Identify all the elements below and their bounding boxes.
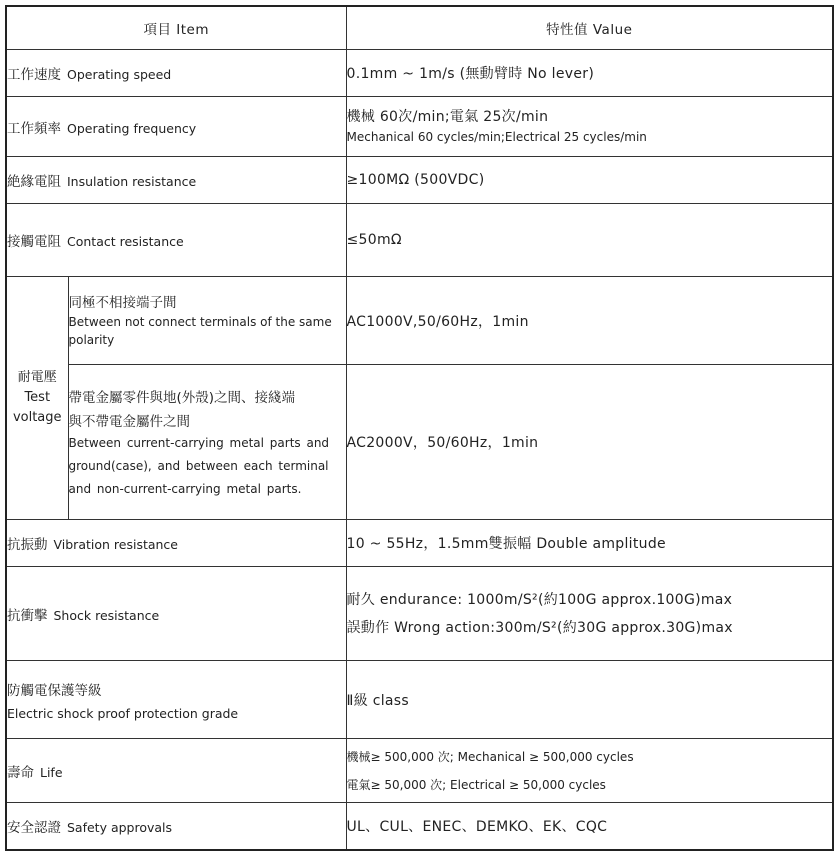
item-en: Insulation resistance	[67, 174, 197, 189]
sub-item-zh: 帶電金屬零件與地(外殼)之間、接綫端	[68, 389, 296, 406]
item-en: Safety approvals	[67, 819, 173, 835]
item-cell	[6, 803, 346, 850]
header-value: 特性值 Value	[346, 6, 833, 50]
value-line: 誤動作 Wrong action:300m/S²(約30G approx.30G)max	[346, 619, 733, 636]
sub-item-cell	[68, 277, 346, 365]
table-row	[6, 803, 833, 850]
item-cell	[6, 739, 346, 803]
item-cell	[6, 661, 346, 739]
table-row	[6, 520, 833, 567]
item-en: Electric shock proof protection grade	[7, 705, 239, 721]
table-row	[6, 365, 833, 520]
value-line: 電氣≥ 50,000 次; Electrical ≥ 50,000 cycles	[346, 777, 606, 792]
value-line: 耐久 endurance: 1000m/S²(約100G approx.100G)max	[346, 591, 733, 608]
value-cell: AC1000V,50/60Hz，1min	[346, 277, 833, 365]
item-cell	[6, 204, 346, 277]
item-zh: 壽命	[7, 764, 34, 781]
test-voltage-en2: voltage	[12, 410, 62, 425]
item-en: Contact resistance	[67, 234, 184, 249]
table-row	[6, 567, 833, 661]
item-en: Vibration resistance	[53, 537, 178, 552]
header-row	[6, 6, 833, 50]
value-cell: 10 ~ 55Hz，1.5mm雙振幅 Double amplitude	[346, 520, 833, 567]
sub-item-zh: 與不帶電金屬件之間	[68, 413, 190, 430]
item-en: Life	[40, 764, 63, 780]
item-en: Operating speed	[67, 67, 172, 82]
value-line: 機械 60次/min;電氣 25次/min	[346, 108, 549, 125]
item-en: Shock resistance	[53, 607, 160, 623]
header-item: 項目 Item	[6, 6, 346, 50]
sub-item-en: Between current-carrying metal parts and	[68, 435, 330, 450]
item-cell	[6, 97, 346, 157]
item-cell	[6, 520, 346, 567]
item-zh: 絶緣電阻	[7, 174, 61, 190]
table-row	[6, 204, 833, 277]
sub-item-en: Between not connect terminals of the same polarity	[68, 314, 332, 347]
item-zh: 接觸電阻	[7, 234, 61, 250]
sub-item-zh: 同極不相接端子間	[68, 294, 177, 311]
value-cell	[346, 739, 833, 803]
value-line: 機械≥ 500,000 次; Mechanical ≥ 500,000 cycles	[346, 749, 634, 764]
table-row	[6, 97, 833, 157]
table-row	[6, 50, 833, 97]
test-voltage-label	[6, 277, 68, 520]
item-cell	[6, 157, 346, 204]
sub-item-en: and non-current-carrying metal parts.	[68, 481, 302, 496]
value-cell: UL、CUL、ENEC、DEMKO、EK、CQC	[346, 803, 833, 850]
value-line: Mechanical 60 cycles/min;Electrical 25 cycles/min	[346, 129, 647, 144]
item-cell	[6, 50, 346, 97]
item-zh: 抗衝擊	[7, 607, 48, 624]
item-zh: 防觸電保護等級	[7, 682, 102, 699]
value-cell	[346, 97, 833, 157]
value-cell: 0.1mm ~ 1m/s (無動臂時 No lever)	[346, 50, 833, 97]
item-cell	[6, 567, 346, 661]
sub-item-en: ground(case), and between each terminal	[68, 458, 329, 473]
value-cell: ≥100MΩ (500VDC)	[346, 157, 833, 204]
value-cell: AC2000V，50/60Hz，1min	[346, 365, 833, 520]
table-row	[6, 277, 833, 365]
test-voltage-en1: Test	[24, 390, 51, 405]
item-zh: 工作速度	[7, 67, 61, 83]
value-cell: Ⅱ級 class	[346, 661, 833, 739]
item-en: Operating frequency	[67, 120, 197, 136]
value-cell: ≤50mΩ	[346, 204, 833, 277]
table-row	[6, 739, 833, 803]
item-zh: 工作頻率	[7, 120, 61, 137]
item-zh: 安全認證	[7, 819, 61, 836]
spec-table	[5, 5, 834, 851]
sub-item-cell	[68, 365, 346, 520]
table-row	[6, 157, 833, 204]
test-voltage-zh: 耐電壓	[17, 370, 57, 385]
value-cell	[346, 567, 833, 661]
table-row	[6, 661, 833, 739]
item-zh: 抗振動	[7, 537, 48, 553]
